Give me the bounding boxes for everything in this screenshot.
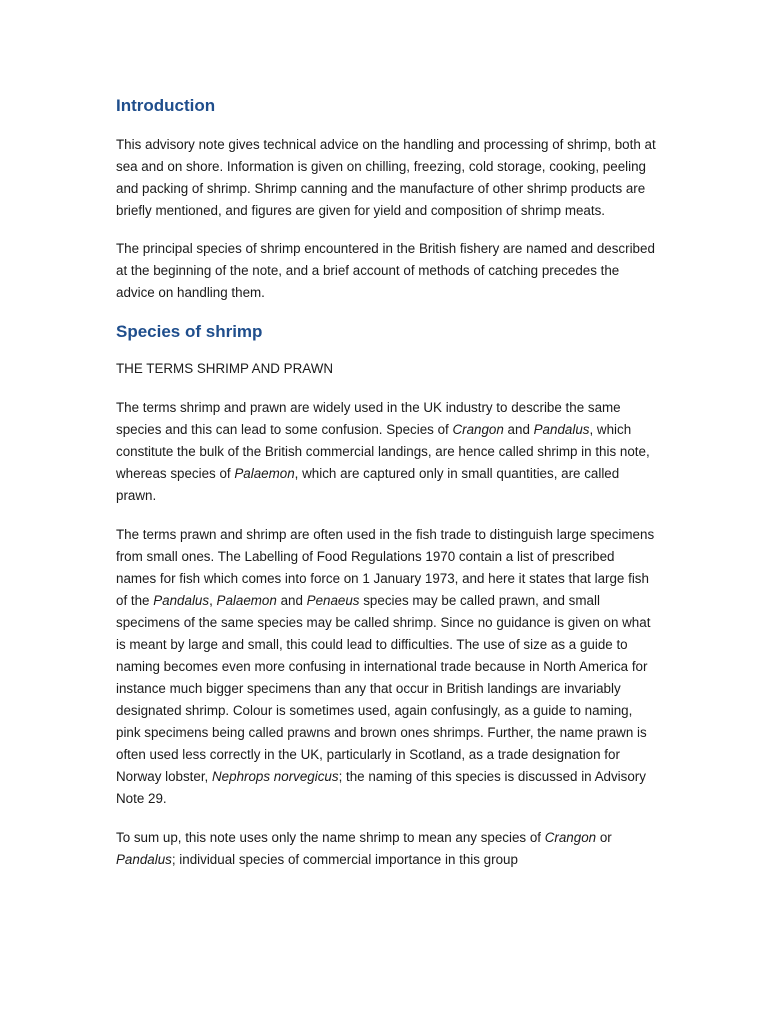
text-run: and (276, 593, 307, 608)
text-run: , (209, 593, 217, 608)
terms-paragraph-1 (116, 397, 656, 507)
species-name-italic: Pandalus (533, 422, 590, 437)
text-run: The terms shrimp and prawn are widely used in the UK industry to describe the same species and this can lead to some confusion. Species of (116, 400, 621, 437)
text-run: , which constitute the bulk of the British commercial landings, are hence called shrimp in this note, whereas species of (116, 422, 650, 481)
species-name-italic: Palaemon (216, 593, 277, 608)
species-name-italic: Crangon (452, 422, 504, 437)
text-run: and (503, 422, 534, 437)
section-heading-introduction: Introduction (116, 96, 216, 115)
subheading-terms: THE TERMS SHRIMP AND PRAWN (116, 361, 334, 376)
species-name-italic: Penaeus (306, 593, 360, 608)
document-page (116, 94, 656, 871)
text-run: species may be called prawn, and small specimens of the same species may be called shrimp. Since no guidance is given on what is meant by large and small, this could lead to difficulties. The use of size as a guide to naming becomes even more confusing in international trade because in North America for instance much bigger specimens than any that occur in British landings are invariably designated shrimp. Colour is sometimes used, again confusingly, as a guide to naming, pink specimens being called prawns and brown ones shrimps. Further, the name prawn is often used less correctly in the UK, particularly in Scotland, as a trade designation for Norway lobster, (116, 593, 651, 784)
text-run: ; the naming of this species is discussed in Advisory Note 29. (116, 769, 646, 806)
introduction-paragraph-1: This advisory note gives technical advice on the handling and processing of shrimp, both at sea and on shore. Information is given on chilling, freezing, cold storage, cooking, peeling and packing of shrimp. Shrimp canning and the manufacture of other shrimp products are briefly mentioned, and figures are given for yield and composition of shrimp meats. (116, 137, 656, 218)
introduction-paragraph-2: The principal species of shrimp encountered in the British fishery are named and described at the beginning of the note, and a brief account of methods of catching precedes the advice on handling them. (116, 241, 655, 300)
text-run: To sum up, this note uses only the name shrimp to mean any species of (116, 830, 545, 845)
species-name-italic: Pandalus (116, 852, 172, 867)
terms-paragraph-3 (116, 827, 656, 871)
text-run: ; individual species of commercial importance in this group (171, 852, 518, 867)
section-heading-species: Species of shrimp (116, 322, 263, 341)
text-run: The terms prawn and shrimp are often used in the fish trade to distinguish large specimens from small ones. The Labelling of Food Regulations 1970 contain a list of prescribed names for fish which comes into force on 1 January 1973, and here it states that large fish of the (116, 527, 655, 608)
species-name-italic: Pandalus (153, 593, 210, 608)
species-name-italic: Palaemon (234, 466, 295, 481)
text-run: , which are captured only in small quantities, are called prawn. (116, 466, 620, 503)
terms-paragraph-2 (116, 524, 656, 810)
species-name-italic: Crangon (544, 830, 597, 845)
species-name-italic: Nephrops norvegicus (212, 769, 339, 784)
text-run: or (596, 830, 612, 845)
